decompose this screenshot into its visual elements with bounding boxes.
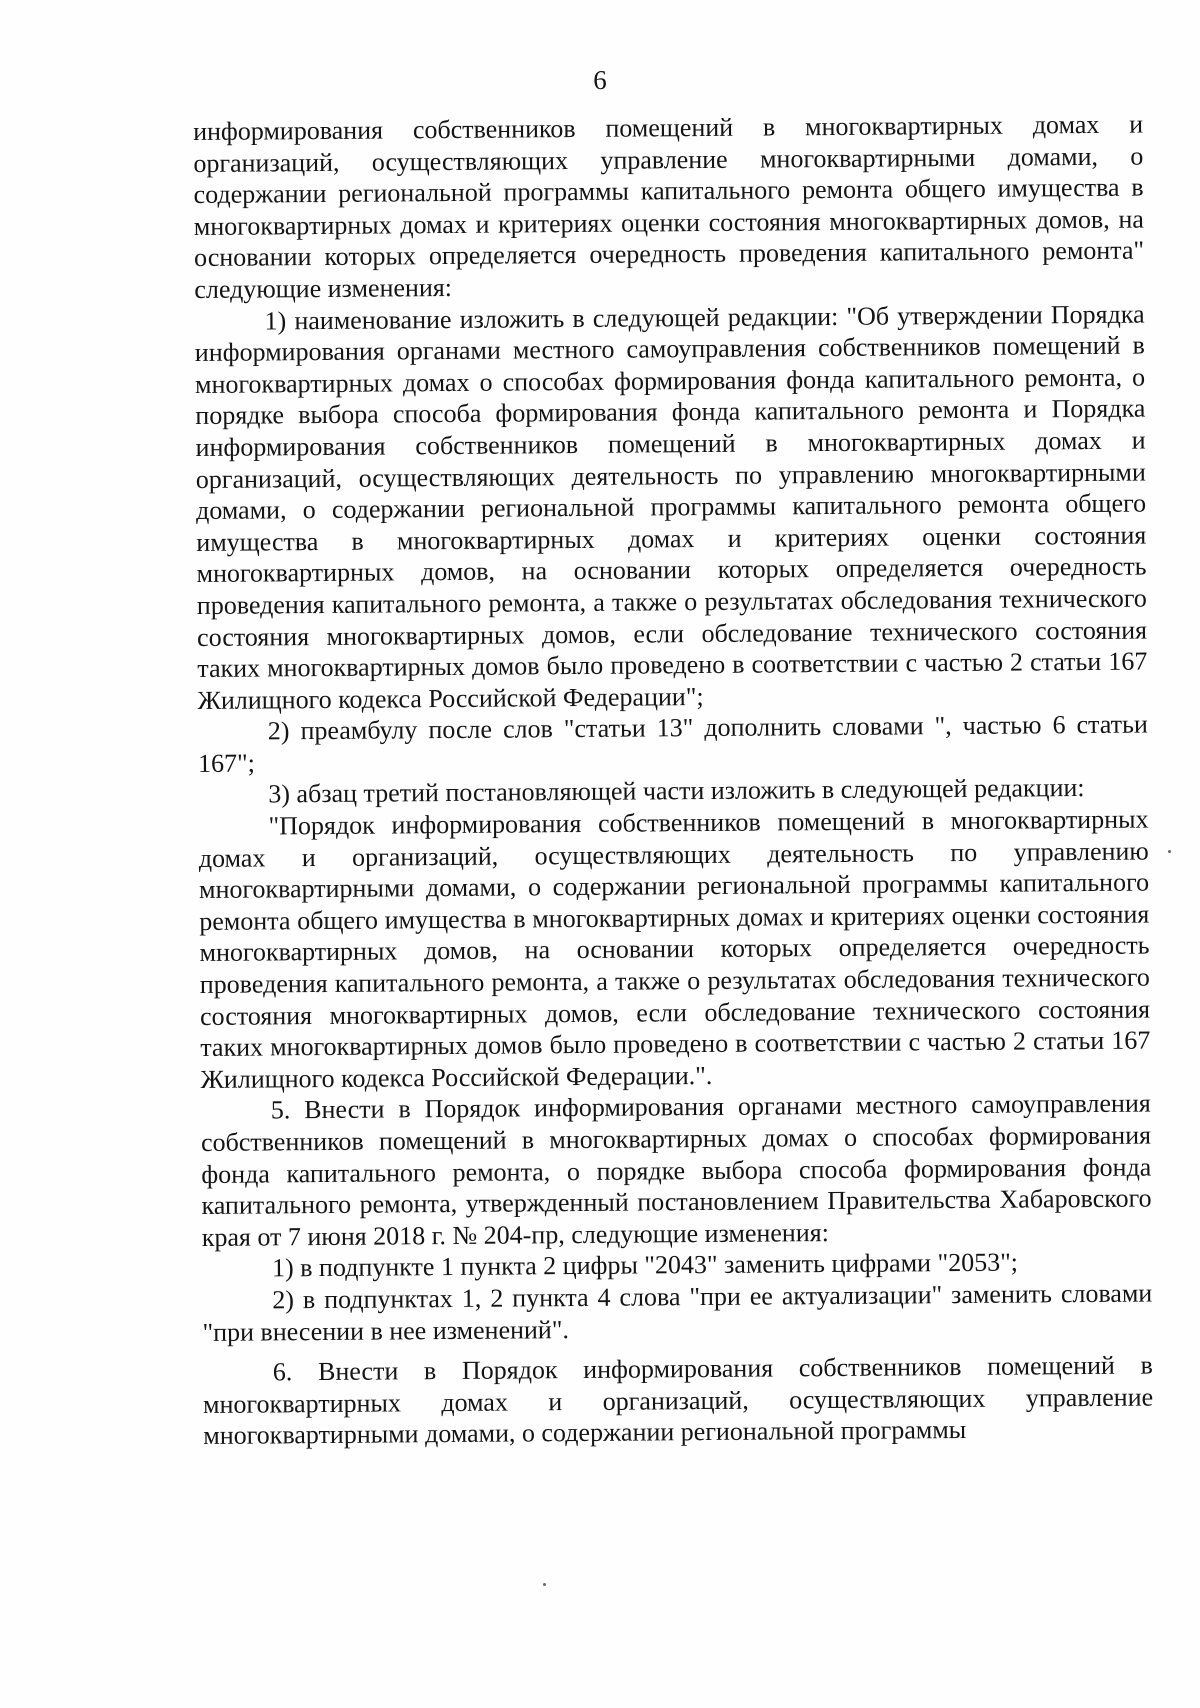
paragraph-item-2: 2) преамбулу после слов "статьи 13" дополнить словами ", частью 6 статьи 167"; (197, 709, 1148, 778)
paragraph-continuation: информирования собственников помещений в многоквартирных домах и организаций, осуществляющих управление многоквартирными домами, о содержании региональной программы капитального ремонта общего имущества в многоквартирных домах и критериях оценки состояния многоквартирных домов, на основании которых определяется очередность проведения капитального ремонта" следующие изменения: (193, 109, 1145, 304)
document-body (193, 109, 1153, 1452)
paragraph-quoted-order: "Порядок информирования собственников помещений в многоквартирных домах и организаций, осуществляющих деятельность по управлению многоквартирными домами, о содержании региональной программы капитального ремонта общего имущества в многоквартирных домах и критериях оценки состояния многоквартирных домов, на основании которых определяется очередность проведения капитального ремонта, а также о результатах обследования технического состояния многоквартирных домов, если обследование технического состояния таких многоквартирных домов было проведено в соответствии с частью 2 статьи 167 Жилищного кодекса Российской Федерации.". (198, 804, 1151, 1094)
page-number: 6 (593, 65, 607, 95)
paragraph-item-1: 1) наименование изложить в следующей редакции: "Об утверждении Порядка информирования органами местного самоуправления собственников помещений в многоквартирных домах о способах формирования фонда капитального ремонта, о порядке выбора способа формирования фонда капитального ремонта и Порядка информирования собственников помещений в многоквартирных домах и организаций, осуществляющих деятельность по управлению многоквартирными домами, о содержании региональной программы капитального ремонта общего имущества в многоквартирных домах и критериях оценки состояния многоквартирных домов, на основании которых определяется очередность проведения капитального ремонта, а также о результатах обследования технического состояния многоквартирных домов, если обследование технического состояния таких многоквартирных домов было проведено в соответствии с частью 2 статьи 167 Жилищного кодекса Российской Федерации"; (194, 299, 1148, 715)
scan-speck (543, 1583, 546, 1586)
paragraph-point-5-item-2: 2) в подпунктах 1, 2 пункта 4 слова "при ее актуализации" заменить словами "при внесении в нее изменений". (202, 1278, 1153, 1347)
scan-speck (1168, 850, 1171, 853)
paragraph-item-3: 3) абзац третий постановляющей части изложить в следующей редакции: (268, 773, 1085, 809)
paragraph-point-5-item-1: 1) в подпункте 1 пункта 2 цифры "2043" заменить цифрами "2053"; (271, 1247, 1019, 1283)
paragraph-point-6: 6. Внести в Порядок информирования собственников помещений в многоквартирных домах и организаций, осуществляющих управление многоквартирными домами, о содержании региональной программы (203, 1350, 1154, 1451)
paragraph-point-5: 5. Внести в Порядок информирования органами местного самоуправления собственников помещений в многоквартирных домах о способах формирования фонда капитального ремонта, о порядке выбора способа формирования фонда капитального ремонта, утвержденный постановлением Правительства Хабаровского края от 7 июня 2018 г. № 204-пр, следующие изменения: (200, 1088, 1152, 1252)
